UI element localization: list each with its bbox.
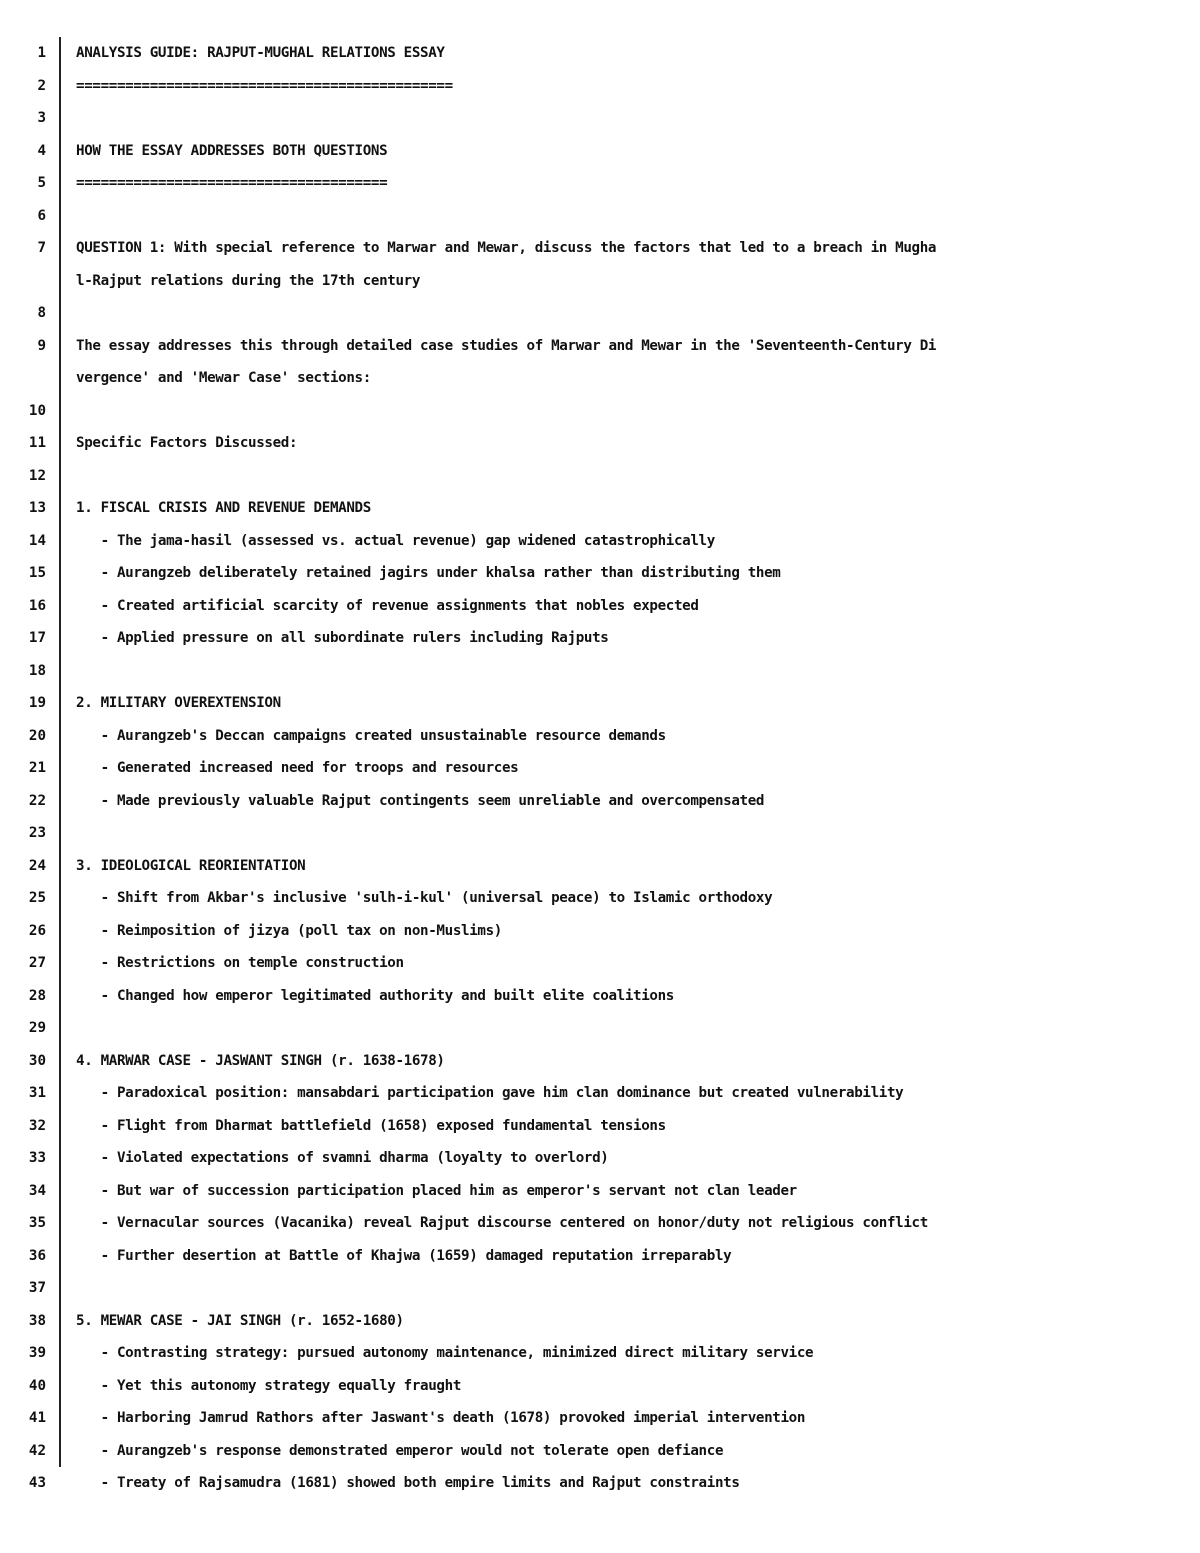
line-number: 1 [37, 45, 46, 61]
editor-line[interactable] [0, 167, 1200, 200]
line-number: 27 [28, 955, 46, 971]
line-number: 35 [28, 1215, 46, 1231]
line-number: 17 [28, 630, 46, 646]
line-text: 4. MARWAR CASE - JASWANT SINGH (r. 1638-1678) [76, 1052, 445, 1069]
editor-line[interactable] [0, 492, 1200, 525]
line-number: 8 [37, 305, 46, 321]
line-number: 13 [28, 500, 46, 516]
line-text: - Made previously valuable Rajput contingents seem unreliable and overcompensated [76, 792, 765, 809]
editor-line[interactable] [0, 817, 1200, 850]
editor-line[interactable] [0, 1045, 1200, 1078]
text-editor[interactable] [0, 37, 1200, 1500]
editor-line[interactable] [0, 1435, 1200, 1468]
editor-line[interactable] [0, 1110, 1200, 1143]
line-text: Specific Factors Discussed: [76, 435, 298, 451]
editor-line[interactable] [0, 752, 1200, 785]
line-number: 3 [37, 110, 46, 126]
line-number: 12 [28, 467, 46, 484]
editor-line[interactable] [0, 622, 1200, 655]
line-number: 41 [28, 1410, 46, 1426]
line-text: QUESTION 1: With special reference to Marwar and Mewar, discuss the factors that led to a breach in Mugha l-Rajput relations during the 17th century [76, 240, 937, 289]
editor-line[interactable] [0, 1467, 1200, 1500]
line-number: 20 [28, 727, 46, 744]
editor-line[interactable] [0, 1175, 1200, 1208]
editor-line[interactable] [0, 1402, 1200, 1435]
editor-line[interactable] [0, 200, 1200, 233]
editor-line[interactable] [0, 135, 1200, 168]
line-text: - Applied pressure on all subordinate rulers including Rajputs [76, 630, 609, 646]
line-number: 9 [37, 337, 46, 354]
editor-line[interactable] [0, 70, 1200, 103]
line-text: - Aurangzeb's response demonstrated emperor would not tolerate open defiance [76, 1442, 724, 1459]
line-text: - Violated expectations of svamni dharma (loyalty to overlord) [76, 1150, 609, 1166]
editor-line[interactable] [0, 655, 1200, 688]
line-number: 40 [28, 1377, 46, 1394]
editor-line[interactable] [0, 557, 1200, 590]
editor-line[interactable] [0, 1207, 1200, 1240]
editor-line[interactable] [0, 1077, 1200, 1110]
editor-line[interactable] [0, 1142, 1200, 1175]
line-text: - Contrasting strategy: pursued autonomy maintenance, minimized direct military service [76, 1345, 814, 1361]
editor-line[interactable] [0, 37, 1200, 70]
line-number: 2 [37, 77, 46, 94]
line-text: - Shift from Akbar's inclusive 'sulh-i-kul' (universal peace) to Islamic orthodoxy [76, 890, 773, 906]
editor-line[interactable] [0, 850, 1200, 883]
editor-line[interactable] [0, 590, 1200, 623]
editor-line[interactable] [0, 980, 1200, 1013]
line-number: 30 [28, 1052, 46, 1069]
editor-line[interactable] [0, 1272, 1200, 1305]
line-text: - Reimposition of jizya (poll tax on non-Muslims) [76, 922, 502, 939]
editor-line[interactable] [0, 460, 1200, 493]
editor-line[interactable] [0, 785, 1200, 818]
editor-line[interactable] [0, 427, 1200, 460]
editor-line[interactable] [0, 297, 1200, 330]
line-number: 6 [37, 207, 46, 224]
line-number: 22 [28, 792, 46, 809]
line-number: 23 [28, 825, 46, 841]
line-number: 5 [37, 175, 46, 191]
line-text: HOW THE ESSAY ADDRESSES BOTH QUESTIONS [76, 142, 388, 159]
line-number: 14 [28, 532, 46, 549]
line-text: - Created artificial scarcity of revenue assignments that nobles expected [76, 597, 699, 614]
editor-line[interactable] [0, 720, 1200, 753]
line-text: - Further desertion at Battle of Khajwa (1659) damaged reputation irreparably [76, 1247, 732, 1264]
line-number: 24 [28, 857, 46, 874]
line-text: 1. FISCAL CRISIS AND REVENUE DEMANDS [76, 500, 371, 516]
line-number: 28 [28, 987, 46, 1004]
line-text: - Generated increased need for troops and resources [76, 760, 519, 776]
editor-line[interactable] [0, 1240, 1200, 1273]
editor-line[interactable] [0, 395, 1200, 428]
line-text: ============================================== [76, 77, 453, 94]
line-number: 11 [28, 435, 46, 451]
line-text: - Aurangzeb deliberately retained jagirs under khalsa rather than distributing them [76, 565, 781, 581]
line-number: 26 [28, 922, 46, 939]
editor-line[interactable] [0, 525, 1200, 558]
editor-line[interactable] [0, 330, 1200, 395]
line-text: - But war of succession participation placed him as emperor's servant not clan leader [76, 1182, 797, 1199]
line-number: 18 [28, 662, 46, 679]
line-text: - Harboring Jamrud Rathors after Jaswant's death (1678) provoked imperial intervention [76, 1410, 806, 1426]
editor-line[interactable] [0, 102, 1200, 135]
line-text: 5. MEWAR CASE - JAI SINGH (r. 1652-1680) [76, 1312, 404, 1329]
editor-line[interactable] [0, 687, 1200, 720]
line-text: ANALYSIS GUIDE: RAJPUT-MUGHAL RELATIONS ESSAY [76, 45, 445, 61]
editor-line[interactable] [0, 1012, 1200, 1045]
line-text: ====================================== [76, 175, 388, 191]
line-text: - Flight from Dharmat battlefield (1658) exposed fundamental tensions [76, 1117, 666, 1134]
line-number: 25 [28, 890, 46, 906]
line-number: 15 [28, 565, 46, 581]
line-number: 19 [28, 695, 46, 711]
editor-line[interactable] [0, 1337, 1200, 1370]
line-text: 3. IDEOLOGICAL REORIENTATION [76, 857, 306, 874]
line-number: 10 [28, 402, 46, 419]
line-number: 42 [28, 1442, 46, 1459]
line-text: - Changed how emperor legitimated authority and built elite coalitions [76, 987, 674, 1004]
line-text: - Paradoxical position: mansabdari participation gave him clan dominance but created vulnerability [76, 1085, 904, 1101]
line-number: 31 [28, 1085, 46, 1101]
line-number: 34 [28, 1182, 46, 1199]
line-text: - Aurangzeb's Deccan campaigns created unsustainable resource demands [76, 727, 666, 744]
line-number: 36 [28, 1247, 46, 1264]
editor-line[interactable] [0, 232, 1200, 297]
line-number: 37 [28, 1280, 46, 1296]
line-number: 16 [28, 597, 46, 614]
line-text: - The jama-hasil (assessed vs. actual revenue) gap widened catastrophically [76, 532, 715, 549]
editor-line[interactable] [0, 915, 1200, 948]
line-number: 43 [28, 1475, 46, 1491]
line-text: - Treaty of Rajsamudra (1681) showed both empire limits and Rajput constraints [76, 1475, 740, 1491]
line-text: - Restrictions on temple construction [76, 955, 404, 971]
line-text: - Vernacular sources (Vacanika) reveal Rajput discourse centered on honor/duty not religious conflict [76, 1215, 928, 1231]
editor-line[interactable] [0, 947, 1200, 980]
line-number: 39 [28, 1345, 46, 1361]
line-text: 2. MILITARY OVEREXTENSION [76, 695, 281, 711]
line-number: 29 [28, 1020, 46, 1036]
editor-line[interactable] [0, 882, 1200, 915]
editor-line[interactable] [0, 1370, 1200, 1403]
line-number: 38 [28, 1312, 46, 1329]
editor-line[interactable] [0, 1305, 1200, 1338]
line-number: 7 [37, 240, 46, 256]
line-number: 33 [28, 1150, 46, 1166]
line-text: - Yet this autonomy strategy equally fraught [76, 1377, 462, 1394]
line-number: 21 [28, 760, 46, 776]
line-text: The essay addresses this through detailed case studies of Marwar and Mewar in the 'Seventeenth-Century Di vergence' and 'Mewar Case' sections: [76, 337, 937, 386]
line-number: 4 [37, 142, 46, 159]
line-number: 32 [28, 1117, 46, 1134]
